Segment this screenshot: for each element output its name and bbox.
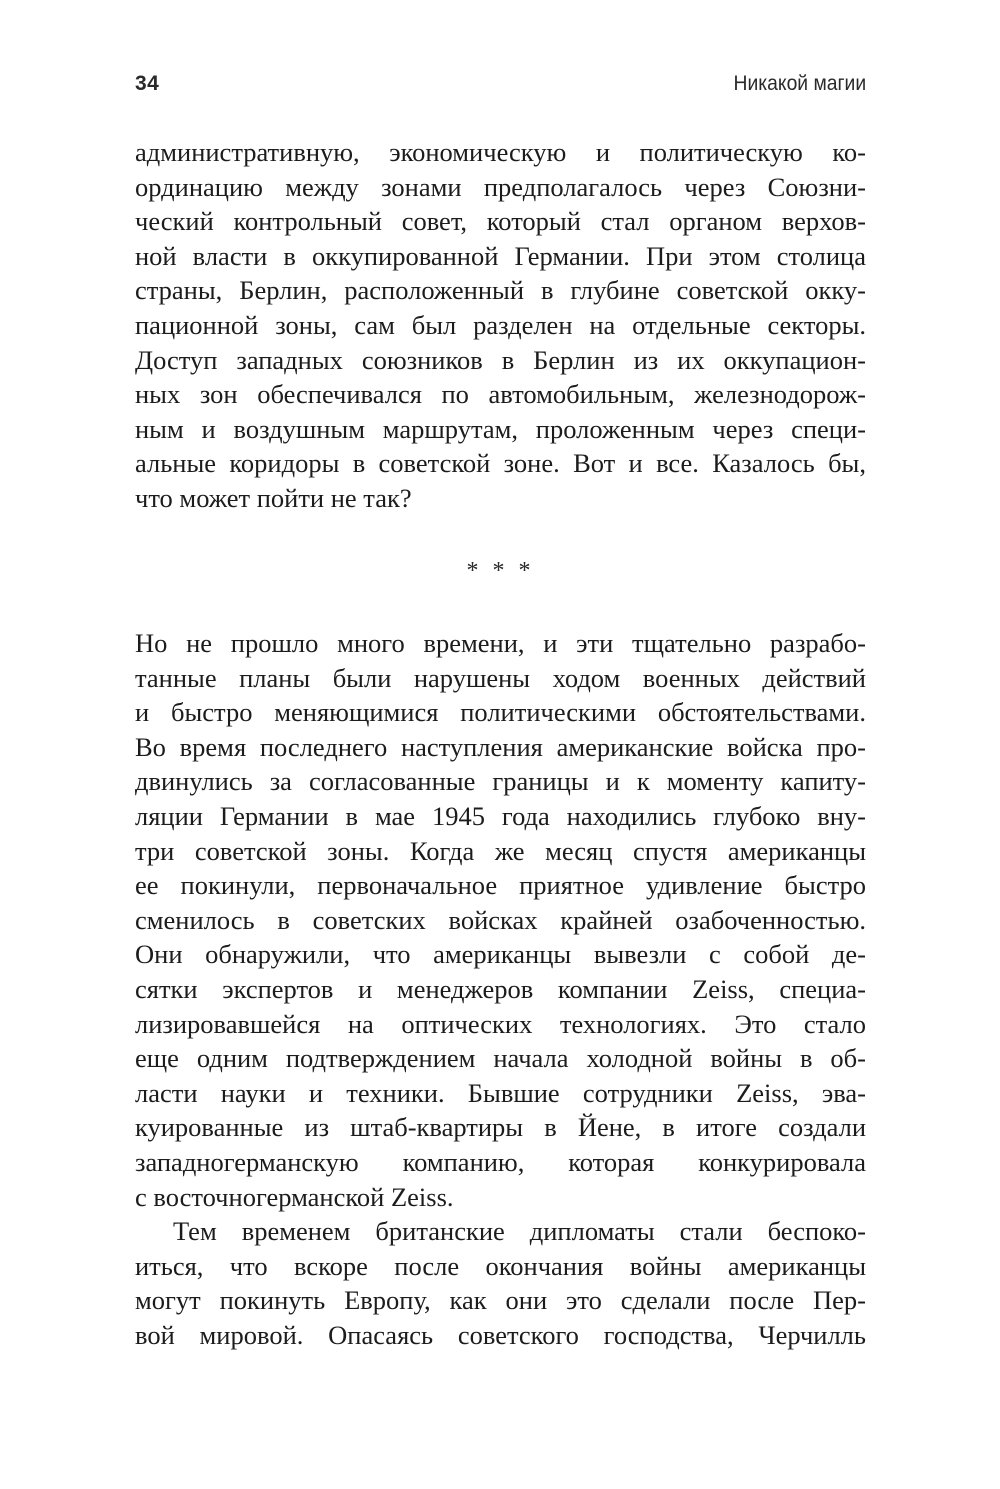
text-line: западногерманскую компанию, которая конкурировала <box>135 1146 866 1177</box>
text-line: могут покинуть Европу, как они это сделали после Пер- <box>135 1285 866 1316</box>
text-line: ным и воздушным маршрутам, проложенным через специ- <box>135 413 866 444</box>
text-line: иться, что вскоре после окончания войны американцы <box>135 1250 866 1281</box>
text-line: Но не прошло много времени, и эти тщательно разрабо- <box>135 628 866 658</box>
text-line: страны, Берлин, расположенный в глубине советской окку- <box>135 275 866 306</box>
text-line: ляции Германии в мае 1945 года находились глубоко вну- <box>135 800 866 831</box>
text-line: и быстро меняющимися политическими обстоятельствами. <box>135 697 866 728</box>
running-title: Никакой магии <box>733 72 866 95</box>
text-line: ных зон обеспечивался по автомобильным, железнодорож- <box>135 379 866 410</box>
text-line: ческий контрольный совет, который стал органом верхов- <box>135 206 866 237</box>
text-line: три советской зоны. Когда же месяц спустя американцы <box>135 835 866 866</box>
text-line: куированные из штаб-квартиры в Йене, в итоге создали <box>135 1112 866 1143</box>
text-line: ной власти в оккупированной Германии. При этом столица <box>135 240 866 271</box>
page-number: 34 <box>135 72 160 95</box>
text-line: вой мировой. Опасаясь советского господства, Черчилль <box>135 1319 866 1350</box>
text-line: Доступ западных союзников в Берлин из их оккупацион- <box>135 344 866 375</box>
text-line: ласти науки и техники. Бывшие сотрудники Zeiss, эва- <box>135 1077 866 1108</box>
text-line: сятки экспертов и менеджеров компании Zeiss, специа- <box>135 973 866 1004</box>
text-line: двинулись за согласованные границы и к моменту капиту- <box>135 766 866 797</box>
text-line: Тем временем британские дипломаты стали беспоко- <box>173 1216 866 1247</box>
text-line: ее покинули, первоначальное приятное удивление быстро <box>135 870 866 901</box>
text-line: лизировавшейся на оптических технологиях. Это стало <box>135 1008 866 1039</box>
text-line: с восточногерманской Zeiss. <box>135 1181 454 1212</box>
text-line: танные планы были нарушены ходом военных действий <box>135 662 866 693</box>
running-header <box>135 66 866 106</box>
text-line: Во время последнего наступления американские войска про- <box>135 731 866 762</box>
text-line: еще одним подтверждением начала холодной войны в об- <box>135 1043 866 1074</box>
text-line: альные коридоры в советской зоне. Вот и все. Казалось бы, <box>135 448 866 479</box>
section-body <box>135 626 866 1352</box>
text-line: сменилось в советских войсках крайней озабоченностью. <box>135 904 866 935</box>
paragraph-continued <box>135 135 866 516</box>
text-line: Они обнаружили, что американцы вывезли с собой де- <box>135 939 866 970</box>
text-line: ординацию между зонами предполагалось через Союзни- <box>135 171 866 202</box>
text-line: административную, экономическую и политическую ко- <box>135 137 866 167</box>
text-line: пационной зоны, сам был разделен на отдельные секторы. <box>135 309 866 340</box>
text-line: что может пойти не так? <box>135 482 412 513</box>
section-separator: * * * <box>466 558 535 584</box>
